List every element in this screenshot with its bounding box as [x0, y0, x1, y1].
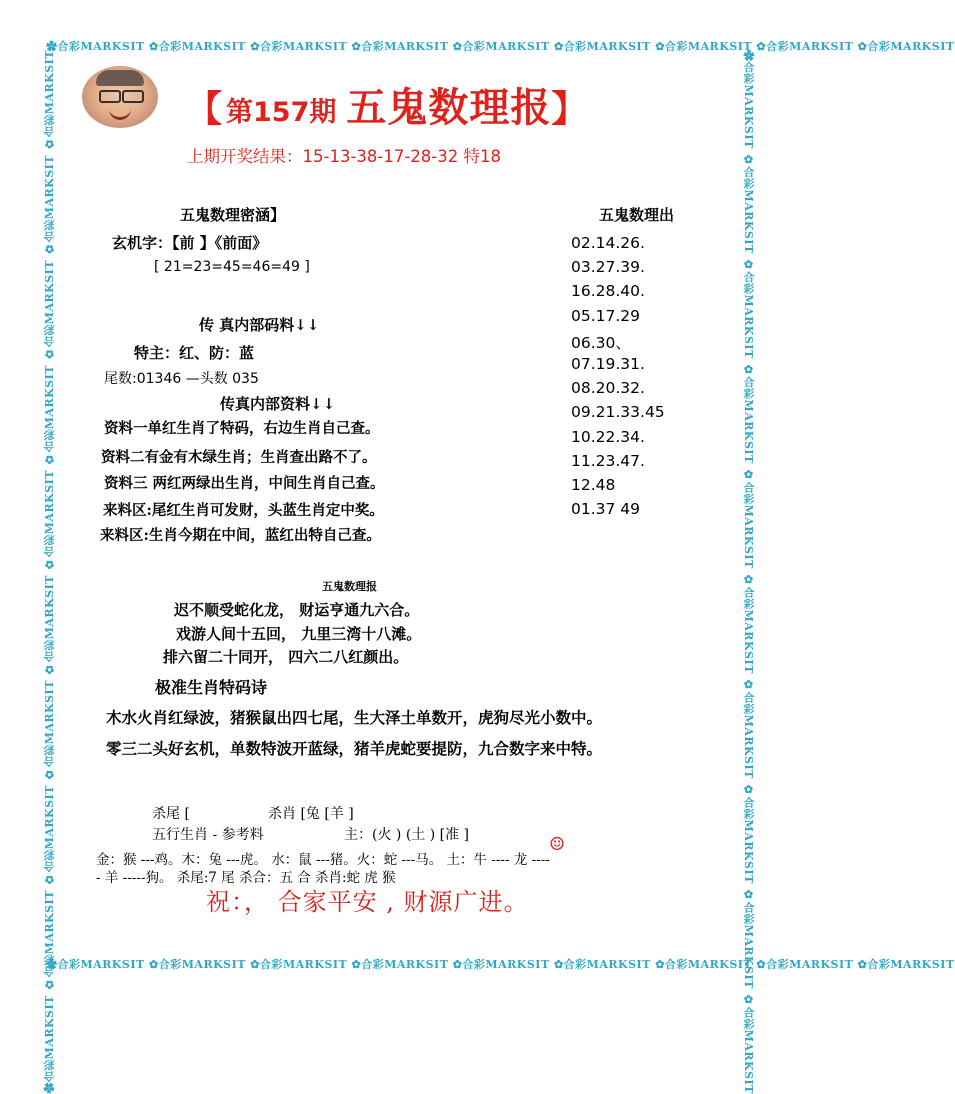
poem1-line-2: 戏游人间十五回， 九里三湾十八滩。: [176, 625, 422, 643]
mihan-title: 五鬼数理密涵】: [180, 206, 286, 224]
border-left-text: ✿合彩MARKSIT ✿合彩MARKSIT ✿合彩MARKSIT ✿合彩MARKSIT ✿合彩MARKSIT ✿合彩MARKSIT ✿合彩MARKSIT ✿合彩MARKSIT ✿合彩MARKSIT ✿合彩MARKSIT: [43, 50, 56, 1094]
info-line-3: 资料三 两红两绿出生肖，中间生肖自己查。: [104, 475, 385, 492]
border-bottom: ✿合彩MARKSIT ✿合彩MARKSIT ✿合彩MARKSIT ✿合彩MARKSIT ✿合彩MARKSIT ✿合彩MARKSIT ✿合彩MARKSIT ✿合彩MARKSIT ✿合彩MARKSIT: [46, 958, 955, 971]
poem1-line-1: 迟不顺受蛇化龙， 财运亨通九六合。: [174, 601, 420, 619]
zhu-text: 主：(火 ) (土 ) [准 ]: [344, 827, 470, 843]
newspaper-name: 五鬼数理报: [346, 84, 552, 131]
border-top: ✿合彩MARKSIT ✿合彩MARKSIT ✿合彩MARKSIT ✿合彩MARKSIT ✿合彩MARKSIT ✿合彩MARKSIT ✿合彩MARKSIT ✿合彩MARKSIT ✿合彩MARKSIT: [46, 40, 955, 53]
chuanzhen-heading-2: 传真内部资料↓↓: [220, 395, 336, 413]
poem2-line-1: 木水火肖红绿波，猪猴鼠出四七尾，生大泽土单数开，虎狗尽光小数中。: [106, 708, 603, 727]
shaxiao-text: 杀肖 [兔 [羊 ]: [268, 806, 354, 822]
numbers-title: 五鬼数理出: [599, 206, 675, 224]
blessing-text: 祝：， 合家平安 , 财源广进。: [206, 888, 529, 916]
info-line-2: 资料二有金有木绿生肖；生肖查出路不了。: [101, 449, 377, 466]
info-line-1: 资料一单红生肖了特码，右边生肖自己查。: [104, 420, 380, 437]
number-row: 02.14.26.: [571, 234, 645, 252]
number-row: 12.48: [571, 475, 616, 494]
number-row: 03.27.39.: [571, 258, 645, 277]
title-bracket-open: 【: [186, 89, 223, 130]
tezhu-text: 特主：红、防：蓝: [134, 344, 255, 362]
poem2-title: 极准生肖特码诗: [155, 678, 268, 697]
number-row: 10.22.34.: [571, 427, 645, 446]
number-row: 06.30、: [571, 333, 631, 352]
red-scribble-mark: ☺: [549, 834, 566, 855]
number-row: 07.19.31.: [571, 354, 645, 373]
info-line-4: 来料区:尾红生肖可发财，头蓝生肖定中奖。: [103, 502, 384, 519]
last-draw-result: 上期开奖结果：15-13-38-17-28-32 特18: [187, 147, 501, 166]
title-bracket-close: 】: [551, 89, 588, 130]
number-row: 16.28.40.: [571, 282, 645, 301]
avatar-photo: [82, 66, 158, 128]
wuxing-line-1: 金：猴 ---鸡。木：兔 ---虎。 水：鼠 ---猪。火：蛇 ---马。 土：牛 ---- 龙 ----: [96, 852, 550, 868]
poem1-title: 五鬼数理报: [322, 580, 377, 593]
shawei-text: 杀尾 [: [152, 806, 190, 822]
border-right-text: ✿合彩MARKSIT ✿合彩MARKSIT ✿合彩MARKSIT ✿合彩MARKSIT ✿合彩MARKSIT ✿合彩MARKSIT ✿合彩MARKSIT ✿合彩MARKSIT ✿合彩MARKSIT ✿合彩MARKSIT: [742, 50, 755, 1094]
border-right: [738, 50, 756, 1094]
poem2-line-2: 零三二头好玄机，单数特波开蓝绿，猪羊虎蛇要提防，九合数字来中特。: [106, 739, 603, 758]
wuxing-line-2: - 羊 -----狗。 杀尾:7 尾 杀合：五 合 杀肖:蛇 虎 猴: [96, 870, 396, 886]
number-list: [571, 234, 665, 524]
issue-number: 第157期: [226, 97, 337, 128]
number-row: 08.20.32.: [571, 379, 645, 398]
info-line-5: 来料区:生肖今期在中间，蓝红出特自己查。: [100, 527, 381, 544]
xuanji-text: 玄机字：【前 】《前面》: [112, 234, 268, 252]
weishu-text: 尾数:01346 —头数 035: [104, 371, 259, 387]
number-row: 01.37 49: [571, 500, 641, 519]
wuxing-text: 五行生肖 - 参考料: [152, 827, 264, 843]
number-row: 05.17.29: [571, 306, 641, 325]
page-title: [186, 76, 588, 131]
formula-text: [ 21=23=45=46=49 ]: [154, 259, 310, 275]
border-left: [40, 50, 58, 1094]
chuanzhen-heading-1: 传 真内部码料↓↓: [199, 316, 320, 334]
number-row: 09.21.33.45: [571, 403, 665, 422]
number-row: 11.23.47.: [571, 451, 645, 470]
poem1-line-3: 排六留二十同开， 四六二八红颜出。: [163, 648, 409, 666]
